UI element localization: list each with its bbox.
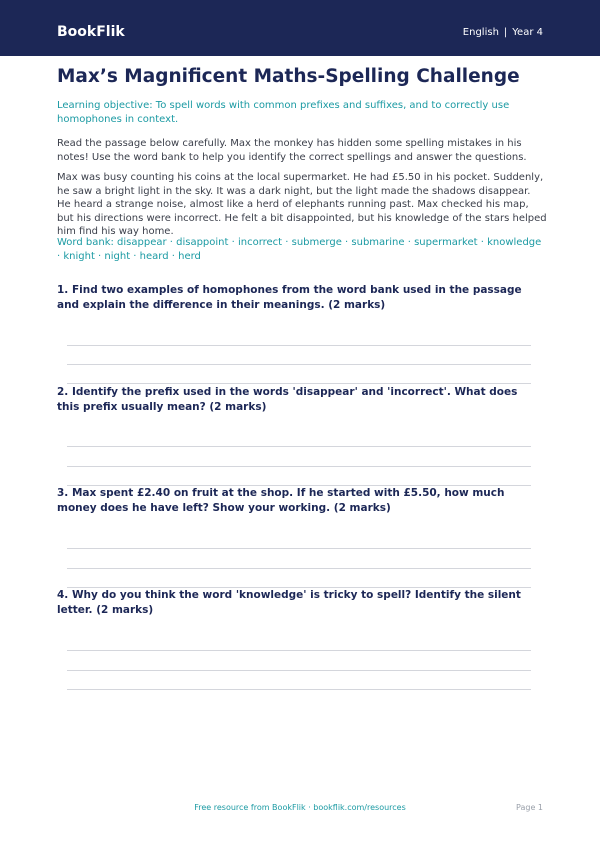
brand-logo[interactable]: BookFlik <box>57 24 125 40</box>
learning-objective: Learning objective: To spell words with common prefixes and suffixes, and to correctly use homophones in context. <box>57 100 510 125</box>
year-label: Year 4 <box>512 27 543 38</box>
answer-line[interactable] <box>67 548 531 549</box>
passage-paragraph: Max was busy counting his coins at the local supermarket. He had £5.50 in his pocket. Suddenly, he saw a bright light in the sky. It was a dark night, but the light made the shadows disappear. He heard a strange noise, almost like a herd of elephants running past. Max checked his map, but his directions were incorrect. He felt a bit disappointed, but his knowledge of the stars helped him find his way home. <box>57 172 547 237</box>
footer-resource-link[interactable]: Free resource from BookFlik · bookflik.com/resources <box>194 803 406 812</box>
answer-line[interactable] <box>67 345 531 346</box>
answer-line[interactable] <box>67 364 531 365</box>
question-4: 4. Why do you think the word 'knowledge' is tricky to spell? Identify the silent letter. (2 marks) <box>57 589 521 616</box>
answer-line[interactable] <box>67 689 531 690</box>
answer-line[interactable] <box>67 568 531 569</box>
answer-line[interactable] <box>67 466 531 467</box>
page-number: Page 1 <box>516 803 543 812</box>
intro-paragraph: Read the passage below carefully. Max the monkey has hidden some spelling mistakes in his notes! Use the word bank to help you identify the correct spellings and answer the questions. <box>57 138 527 163</box>
answer-line[interactable] <box>67 650 531 651</box>
subject-year-label <box>463 26 543 40</box>
question-2: 2. Identify the prefix used in the words 'disappear' and 'incorrect'. What does this prefix usually mean? (2 marks) <box>57 386 518 413</box>
question-3: 3. Max spent £2.40 on fruit at the shop. If he started with £5.50, how much money does he have left? Show your working. (2 marks) <box>57 487 505 514</box>
word-bank: Word bank: disappear · disappoint · incorrect · submerge · submarine · supermarket · knowledge · knight · night · heard · herd <box>57 237 542 262</box>
page-title: Max’s Magnificent Maths-Spelling Challenge <box>57 66 520 87</box>
question-1: 1. Find two examples of homophones from the word bank used in the passage and explain the difference in their meanings. (2 marks) <box>57 284 522 311</box>
header-separator: | <box>503 27 508 38</box>
answer-line[interactable] <box>67 446 531 447</box>
header-bar <box>0 0 600 56</box>
answer-line[interactable] <box>67 670 531 671</box>
answer-line[interactable] <box>67 383 531 384</box>
subject-label: English <box>462 27 499 38</box>
